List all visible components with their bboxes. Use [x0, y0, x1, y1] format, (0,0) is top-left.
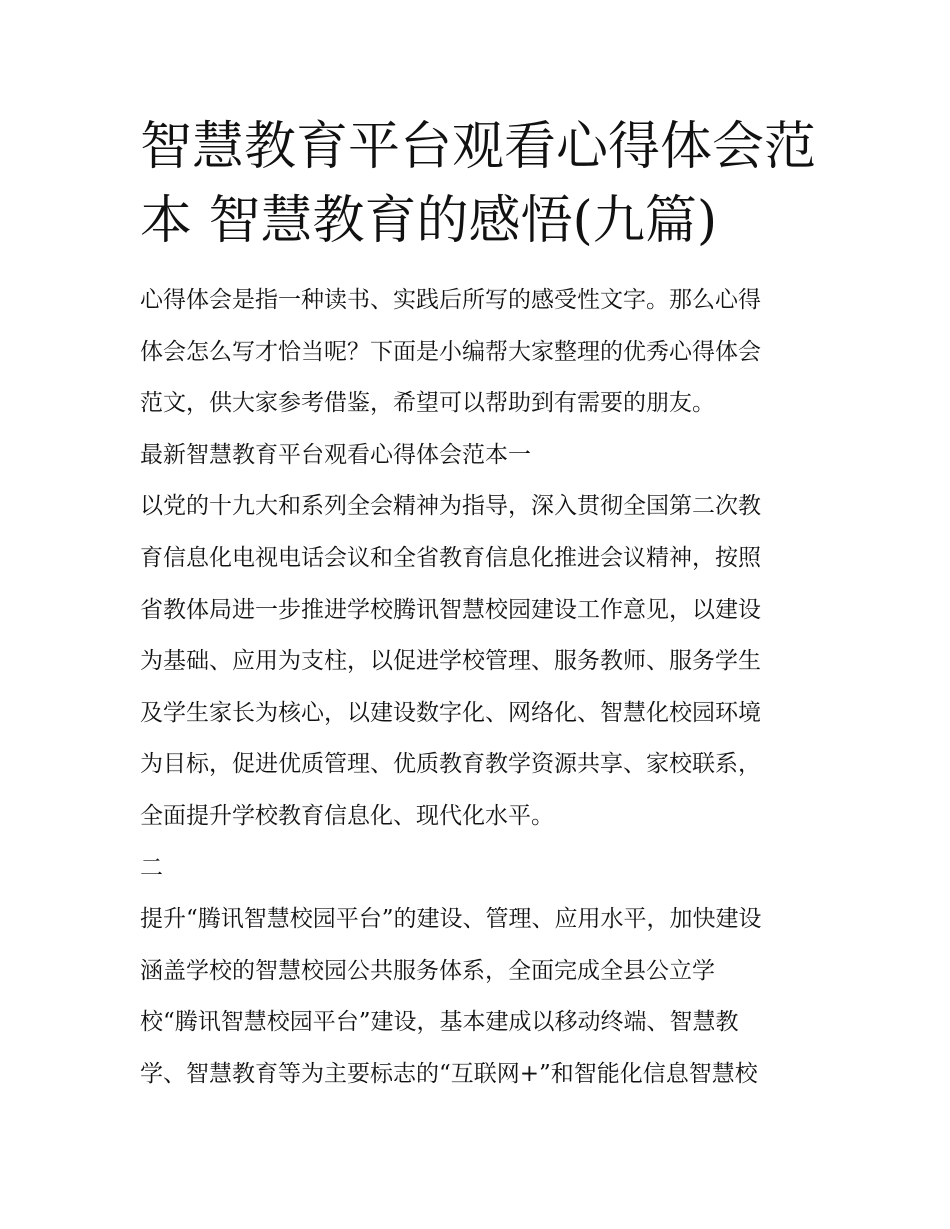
text-line: 为基础、应用为支柱，以促进学校管理、服务教师、服务学生 — [140, 648, 761, 675]
document-title — [140, 110, 840, 258]
text-line: 学、智慧教育等为主要标志的“互联网+”和智能化信息智慧校 — [140, 1060, 758, 1087]
text-line: 提升“腾讯智慧校园平台”的建设、管理、应用水平，加快建设 — [140, 906, 762, 933]
text-line: 校“腾讯智慧校园平台”建设，基本建成以移动终端、智慧教 — [140, 1009, 739, 1036]
text-line: 省教体局进一步推进学校腾讯智慧校园建设工作意见，以建设 — [140, 596, 761, 623]
text-line: 及学生家长为核心，以建设数字化、网络化、智慧化校园环境 — [140, 699, 761, 726]
text-line: 范文，供大家参考借鉴，希望可以帮助到有需要的朋友。 — [140, 390, 715, 417]
section-heading: 最新智慧教育平台观看心得体会范本一 — [140, 441, 531, 468]
text-line: 为目标，促进优质管理、优质教育教学资源共享、家校联系， — [140, 751, 761, 778]
text-line: 全面提升学校教育信息化、现代化水平。 — [140, 802, 554, 829]
text-line: 体会怎么写才恰当呢？下面是小编帮大家整理的优秀心得体会 — [140, 338, 761, 365]
title-line-1: 智慧教育平台观看心得体会范 — [140, 117, 817, 177]
section-heading: 二 — [140, 854, 163, 881]
title-line-2: 本 智慧教育的感悟(九篇) — [140, 191, 718, 251]
document-body — [140, 280, 820, 1106]
text-line: 育信息化电视电话会议和全省教育信息化推进会议精神，按照 — [140, 544, 761, 571]
text-line: 心得体会是指一种读书、实践后所写的感受性文字。那么心得 — [140, 287, 761, 313]
text-line: 以党的十九大和系列全会精神为指导，深入贯彻全国第二次教 — [140, 493, 761, 520]
text-line: 涵盖学校的智慧校园公共服务体系，全面完成全县公立学 — [140, 957, 715, 984]
